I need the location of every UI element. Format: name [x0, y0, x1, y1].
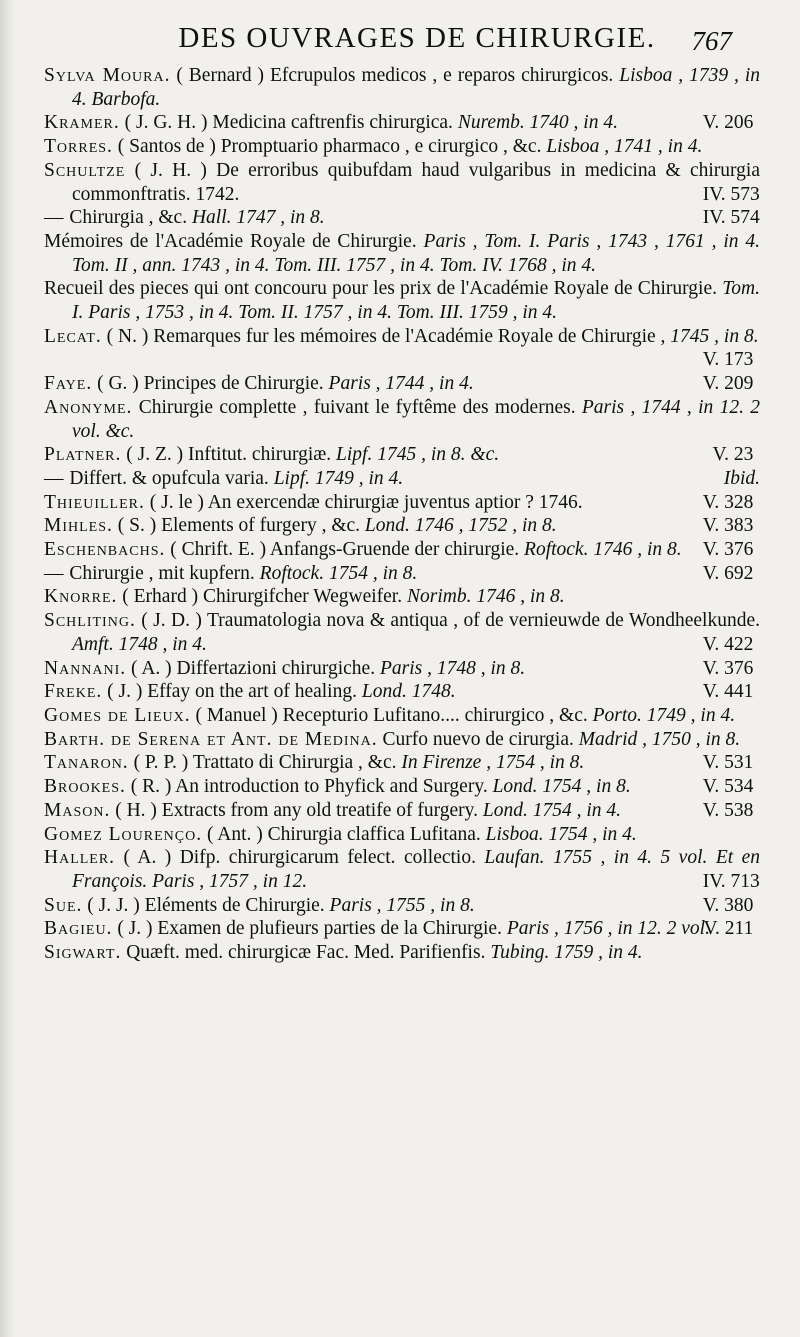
entry-title: ( S. ) Elements of furgery , &c. [112, 515, 365, 537]
entry-title: ( J. J. ) Eléments de Chirurgie. [82, 894, 330, 916]
entry-title: ( A. ) Differtazioni chirurgiche. [126, 657, 380, 679]
entry-title: ( A. ) Difp. chirurgicarum felect. collectio. [115, 847, 485, 869]
entry-title: ( H. ) Extracts from any old treatife of furgery. [110, 799, 483, 821]
bibliography-entry [44, 704, 760, 728]
entry-volume-ref: V. 211 [703, 918, 754, 940]
bibliography-entry [44, 538, 760, 562]
entry-imprint: Paris , 1756 , in 12. 2 vol. [506, 918, 710, 940]
entry-imprint: Lipf. 1749 , in 4. [273, 467, 404, 489]
entry-author: — [44, 207, 65, 229]
bibliography-entry [44, 372, 760, 396]
bibliography-entry [44, 64, 760, 111]
entry-title: ( N. ) Remarques fur les mémoires de l'Académie Royale de Chirurgie , [101, 325, 671, 347]
entry-imprint: Amft. 1748 , in 4. [72, 633, 207, 655]
entry-author: Knorre. [44, 586, 118, 608]
entry-volume-ref: V. 692 [702, 562, 754, 584]
entry-author: Anonyme. [44, 396, 133, 418]
page-number: 767 [691, 26, 732, 56]
bibliography-entry [44, 917, 760, 941]
entry-volume-ref: V. 376 [702, 539, 754, 561]
bibliography-entry [44, 111, 760, 135]
entry-volume-ref: V. 23 [712, 444, 754, 466]
entry-author: Bagieu. [44, 918, 113, 940]
entry-volume-ref: V. 441 [702, 681, 754, 703]
entry-imprint: In Firenze , 1754 , in 8. [401, 752, 585, 774]
entry-imprint: Lond. 1754 , in 8. [492, 776, 631, 798]
entry-imprint: Norimb. 1746 , in 8. [406, 586, 565, 608]
entry-author: Tanaron. [44, 752, 129, 774]
entry-volume-ref: V. 531 [702, 752, 754, 774]
bibliography-entry [44, 823, 760, 847]
bibliography-entry [44, 609, 760, 656]
entry-volume-ref: IV. 573 [702, 183, 760, 205]
bibliography-entry [44, 514, 760, 538]
entry-author: Platner. [44, 444, 122, 466]
gutter-shadow [0, 0, 14, 1337]
entry-volume-ref: IV. 574 [702, 207, 760, 229]
entry-volume-ref: V. 534 [702, 776, 754, 798]
entry-author: Lecat. [44, 325, 102, 347]
entry-imprint: Paris , 1744 , in 12. 2 vol. &c. [72, 396, 760, 442]
bibliography-entry [44, 206, 760, 230]
entry-author: Thieuiller. [44, 491, 145, 513]
entry-title: Recueil des pieces qui ont concouru pour les prix de l'Académie Royale de Chirurgie. [44, 278, 723, 300]
bibliography-entry [44, 277, 760, 324]
entry-volume-ref: V. 173 [702, 349, 754, 371]
entry-volume-ref: V. 380 [702, 894, 754, 916]
bibliography-entry [44, 562, 760, 586]
entry-author: Mason. [44, 799, 111, 821]
bibliography-entry [44, 135, 760, 159]
entry-volume-ref: IV. 713 [702, 870, 760, 892]
entry-title: Chirurgie complette , fuivant le fyftême des modernes. [132, 396, 582, 418]
entry-title: ( J. Z. ) Inftitut. chirurgiæ. [121, 444, 337, 466]
entry-author: Eschenbachs. [44, 539, 166, 561]
entry-volume-ref: V. 328 [702, 491, 754, 513]
entry-author: Faye. [44, 373, 93, 395]
bibliography-entry [44, 467, 760, 491]
entry-imprint: Roftock. 1754 , in 8. [259, 562, 418, 584]
entry-volume-ref: V. 209 [702, 373, 754, 395]
bibliography-entry [44, 585, 760, 609]
entry-imprint: Porto. 1749 , in 4. [592, 704, 736, 726]
entry-title: ( Erhard ) Chirurgifcher Wegweifer. [117, 586, 407, 608]
entry-author: Torres. [44, 136, 113, 158]
entry-author: Schliting. [44, 610, 136, 632]
entry-imprint: Tom. I. Paris , 1753 , in 4. Tom. II. 1757 , in 4. Tom. III. 1759 , in 4. [72, 278, 760, 324]
running-title: DES OUVRAGES DE CHIRURGIE. [178, 22, 656, 54]
entry-imprint: Paris , 1748 , in 8. [379, 657, 526, 679]
entry-title: ( Bernard ) Efcrupulos medicos , e reparos chirurgicos. [170, 65, 620, 86]
bibliography-entry [44, 799, 760, 823]
entry-imprint: Hall. 1747 , in 8. [191, 207, 325, 229]
entry-author: Haller. [44, 847, 116, 869]
bibliography-entry [44, 396, 760, 443]
entry-title: Differt. & opufcula varia. [64, 467, 274, 489]
bibliography-entry [44, 230, 760, 277]
entry-author: — [44, 562, 65, 584]
entry-volume-ref: V. 206 [702, 112, 754, 134]
entry-volume-ref: V. 376 [702, 657, 754, 679]
entry-author: Gomes de Lieux. [44, 704, 191, 726]
entry-title: Quæft. med. chirurgicæ Fac. Med. Parifienfis. [121, 942, 491, 964]
entry-author: Freke. [44, 681, 103, 703]
entry-author: Barth. de Serena et Ant. de Medina. [44, 728, 378, 750]
entry-volume-ref: Ibid. [723, 467, 760, 489]
bibliography-entry [44, 443, 760, 467]
entry-title: Mémoires de l'Académie Royale de Chirurgie. [44, 230, 424, 252]
entry-author: Sue. [44, 894, 83, 916]
entry-imprint: Lond. 1746 , 1752 , in 8. [364, 515, 557, 537]
running-header [44, 22, 760, 64]
entry-title: Chirurgie , mit kupfern. [64, 562, 260, 584]
entry-title: ( J. G. H. ) Medicina caftrenfis chirurgica. [119, 112, 458, 134]
entry-volume-ref: V. 538 [702, 799, 754, 821]
entry-title: ( J. ) Examen de plufieurs parties de la Chirurgie. [112, 918, 507, 940]
entry-imprint: Madrid , 1750 , in 8. [578, 728, 741, 750]
bibliography-entry [44, 325, 760, 372]
entry-imprint: Paris , Tom. I. Paris , 1743 , 1761 , in 4. Tom. II , ann. 1743 , in 4. Tom. III. 1757 , in 4. Tom. IV. 1768 , in 4. [72, 230, 760, 276]
entry-title: ( P. P. ) Trattato di Chirurgia , &c. [128, 752, 402, 774]
entry-title: Chirurgia , &c. [64, 207, 192, 229]
entry-imprint: Nuremb. 1740 , in 4. [457, 112, 618, 134]
entry-imprint: Lond. 1754 , in 4. [482, 799, 622, 821]
entry-author: — [44, 467, 65, 489]
bibliography-entry [44, 894, 760, 918]
entry-author: Mihles. [44, 515, 113, 537]
bibliography-entry [44, 680, 760, 704]
entry-imprint: Paris , 1744 , in 4. [328, 373, 474, 395]
entry-title: ( J. D. ) Traumatologia nova & antiqua , of de vernieuwde de Wondheelkunde. [135, 610, 760, 632]
entry-imprint: Laufan. 1755 , in 4. 5 vol. Et en François. Paris , 1757 , in 12. [72, 847, 760, 892]
bibliography-entry [44, 941, 760, 965]
entry-title: ( Ant. ) Chirurgia claffica Lufitana. [202, 823, 486, 845]
entry-imprint: Lisboa. 1754 , in 4. [485, 823, 637, 845]
bibliography-entry [44, 491, 760, 515]
entry-title: ( J. ) Effay on the art of healing. [102, 681, 362, 703]
entry-title: ( G. ) Principes de Chirurgie. [92, 373, 329, 395]
entry-imprint: Tubing. 1759 , in 4. [490, 942, 643, 964]
entry-title: ( J. H. ) De erroribus quibufdam haud vulgaribus in medicina & chirurgia commonftratis. 1742. [72, 159, 760, 205]
bibliography-list [44, 64, 760, 965]
bibliography-entry [44, 846, 760, 893]
entry-author: Brookes. [44, 776, 126, 798]
entry-volume-ref: V. 422 [702, 633, 754, 655]
entry-author: Gomez Lourenço. [44, 823, 203, 845]
entry-volume-ref: V. 383 [702, 515, 754, 537]
entry-imprint: Lisboa , 1741 , in 4. [546, 136, 703, 158]
entry-author: Nannani. [44, 657, 127, 679]
entry-author: Sylva Moura. [44, 65, 171, 86]
entry-imprint: 1745 , in 8. [670, 325, 759, 347]
entry-title: Curfo nuevo de cirurgia. [377, 728, 579, 750]
entry-author: Schultze [44, 159, 126, 181]
entry-imprint: Roftock. 1746 , in 8. [524, 539, 682, 561]
bibliography-entry [44, 657, 760, 681]
entry-imprint: Lipf. 1745 , in 8. &c. [336, 444, 500, 466]
entry-title: ( Santos de ) Promptuario pharmaco , e cirurgico , &c. [112, 136, 547, 158]
bibliography-entry [44, 159, 760, 206]
entry-author: Kramer. [44, 112, 120, 134]
bibliography-entry [44, 751, 760, 775]
entry-title: ( R. ) An introduction to Phyfick and Surgery. [125, 776, 493, 798]
entry-title: ( J. le ) An exercendæ chirurgiæ juventus aptior ? 1746. [144, 491, 583, 513]
entry-author: Sigwart. [44, 942, 122, 964]
bibliography-entry [44, 775, 760, 799]
entry-title: ( Chrift. E. ) Anfangs-Gruende der chirurgie. [165, 539, 525, 561]
entry-imprint: Lond. 1748. [361, 681, 456, 703]
entry-imprint: Paris , 1755 , in 8. [329, 894, 475, 916]
entry-imprint: Lisboa , 1739 , in 4. Barbofa. [72, 65, 760, 110]
entry-title: ( Manuel ) Recepturio Lufitano.... chirurgico , &c. [190, 704, 593, 726]
bibliography-entry [44, 728, 760, 752]
